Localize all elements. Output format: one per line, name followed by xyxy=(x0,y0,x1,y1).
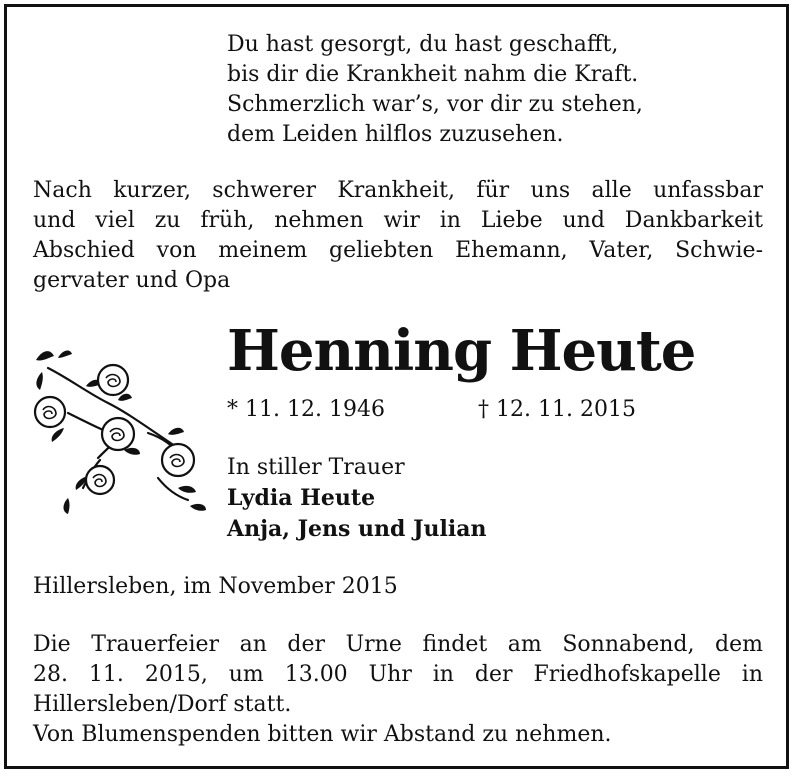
deceased-name: Henning Heute xyxy=(227,318,696,384)
intro-text xyxy=(33,176,763,296)
funeral-line: Die Trauerfeier an der Urne findet am Sonnabend, dem xyxy=(33,632,763,657)
funeral-line: Hillersleben/Dorf statt. xyxy=(33,692,292,717)
funeral-line: 28. 11. 2015, um 13.00 Uhr in der Friedhofskapelle in xyxy=(33,662,763,687)
funeral-line: Von Blumenspenden bitten wir Abstand zu nehmen. xyxy=(33,722,612,747)
poem-line: Du hast gesorgt, du hast geschafft, xyxy=(227,32,619,57)
intro-line: Nach kurzer, schwerer Krankheit, für uns alle unfassbar xyxy=(33,178,763,203)
birth-date: * 11. 12. 1946 xyxy=(227,397,385,422)
death-date: † 12. 11. 2015 xyxy=(478,397,636,422)
roses-illustration-icon xyxy=(28,338,218,518)
mourner-name: Lydia Heute xyxy=(227,485,376,511)
intro-line: Abschied von meinem geliebten Ehemann, Vater, Schwie- xyxy=(33,238,763,263)
poem-line: Schmerzlich war’s, vor dir zu stehen, xyxy=(227,92,643,117)
place-date: Hillersleben, im November 2015 xyxy=(33,574,398,599)
poem-line: dem Leiden hilflos zuzusehen. xyxy=(227,122,564,147)
poem xyxy=(227,30,643,150)
intro-line: gervater und Opa xyxy=(33,268,231,293)
mourners xyxy=(227,453,486,545)
mourner-name: Anja, Jens und Julian xyxy=(227,516,487,542)
poem-line: bis dir die Krankheit nahm die Kraft. xyxy=(227,62,639,87)
intro-line: und viel zu früh, nehmen wir in Liebe und Dankbarkeit xyxy=(33,208,763,233)
funeral-info xyxy=(33,630,763,750)
mourners-heading: In stiller Trauer xyxy=(227,455,405,480)
